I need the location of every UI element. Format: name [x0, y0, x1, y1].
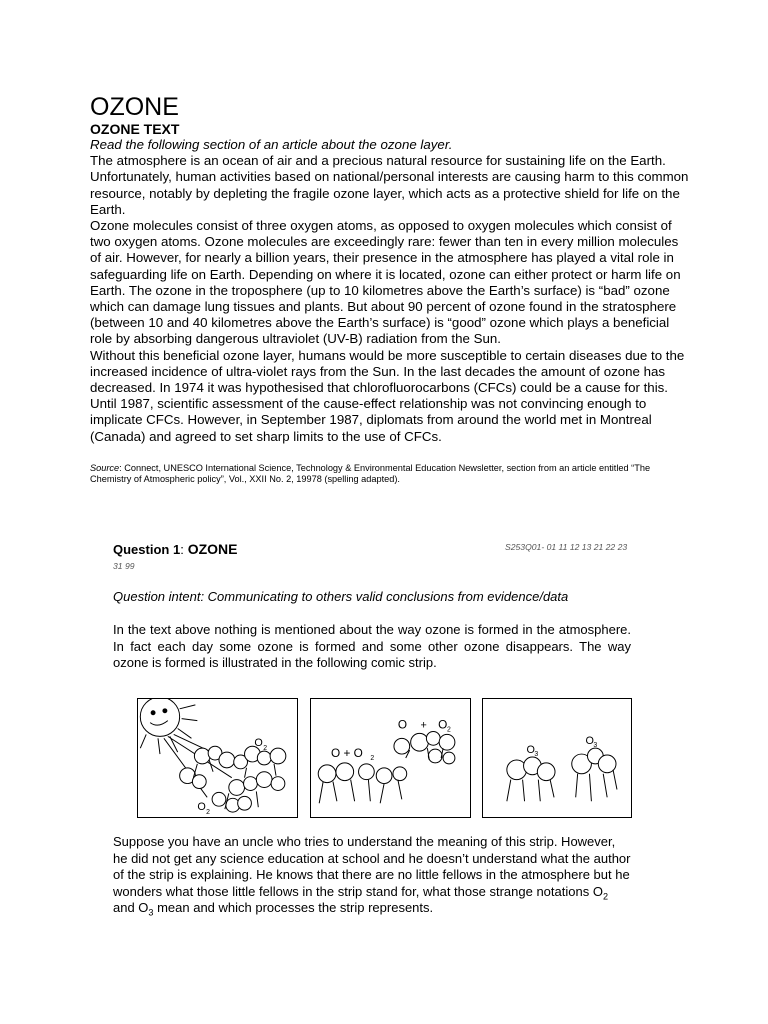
panel2-top-plus: +: [420, 719, 427, 732]
article-paragraph-3: Without this beneficial ozone layer, humans would be more susceptible to certain diseases due to the increased incidence of ultra-violet rays from the Sun. In the last decades the amount of ozone has decreased. In 1974 it was hypothesised that chlorofluorocarbons (CFCs) could be a cause for this. Until 1987, scientific assessment of the cause-effect relationship was not convincing enough to implicate CFCs. However, in September 1987, diplomats from around the world met in Montreal (Canada) and agreed to set sharp limits to the use of CFCs.: [90, 347, 685, 444]
molecule-figures: [180, 746, 286, 812]
comic-panel-3-drawing: [483, 699, 631, 817]
panel2-mid-label: O + O: [331, 746, 363, 761]
question-heading: [113, 540, 237, 559]
panel2-top-o: O: [397, 717, 408, 732]
panel3-left-label: O: [526, 744, 535, 757]
uncle-text-2: and O: [113, 900, 149, 915]
uncle-o2-sub: 2: [602, 891, 608, 902]
comic-panel-1: [137, 698, 298, 818]
section-subtitle: OZONE TEXT: [90, 121, 180, 137]
question-label: Question 1: [113, 542, 181, 557]
source-label: Source: [90, 463, 120, 473]
uncle-paragraph: [113, 834, 633, 917]
question-codes-continued: 31 99: [113, 561, 135, 571]
question-text: In the text above nothing is mentioned about the way ozone is formed in the atmosphere. In fact each day some ozone is formed and some other ozone disappears. The way ozone is formed is illustrated in the following comic strip.: [113, 622, 631, 670]
uncle-o3-sub: 3: [148, 907, 154, 918]
article-intro: Read the following section of an article about the ozone layer.: [90, 137, 453, 152]
page-title: OZONE: [90, 93, 179, 121]
panel3-left-sub: 3: [534, 751, 539, 759]
panel2-mid-sub: 2: [370, 754, 375, 762]
panel3-right-sub: 3: [593, 742, 598, 750]
panel1-label-a: O: [254, 737, 263, 750]
question-intent: Question intent: Communicating to others valid conclusions from evidence/data: [113, 589, 569, 604]
panel1-label-b: O: [197, 801, 206, 814]
comic-panel-2: [310, 698, 471, 818]
article-paragraph-1: The atmosphere is an ocean of air and a precious natural resource for sustaining life on the Earth. Unfortunately, human activities based on national/personal interests are causing harm to this common resource, notably by depleting the fragile ozone layer, which acts as a protective shield for life on the Earth.: [90, 153, 689, 217]
comic-panel-1-drawing: [138, 699, 297, 817]
question-codes: S253Q01- 01 11 12 13 21 22 23: [505, 542, 628, 552]
comic-panel-3: [482, 698, 632, 818]
panel1-label-b-sub: 2: [206, 809, 211, 817]
panel2-top-o2-sub: 2: [447, 726, 451, 734]
panel1-label-a-sub: 2: [263, 745, 268, 753]
uncle-text-1: Suppose you have an uncle who tries to understand the meaning of this strip. However, he did not get any science education at school and he doesn’t understand what the author of the strip is explaining. He knows that there are no little fellows in the atmosphere but he wonders what those little fellows in the strip stand for, what those strange notations O: [113, 834, 631, 899]
molecule-figures: [507, 748, 617, 801]
panel2-top-o2: O: [438, 717, 448, 732]
article-paragraph-2: Ozone molecules consist of three oxygen atoms, as opposed to oxygen molecules which consist of two oxygen atoms. Ozone molecules are exceedingly rare: fewer than ten in every million molecules of air. However, for nearly a billion years, their presence in the atmosphere has played a vital role in safeguarding life on Earth. Depending on where it is located, ozone can either protect or harm life on Earth. The ozone in the troposphere (up to 10 kilometres above the Earth’s surface) is “bad” ozone which can damage lung tissues and plants. But about 90 percent of ozone found in the stratosphere (between 10 and 40 kilometres above the Earth’s surface) is “good” ozone which plays a beneficial role by absorbing dangerous ultraviolet (UV-B) radiation from the Sun.: [90, 218, 681, 347]
article-text: [90, 137, 690, 445]
source-citation: [90, 463, 690, 485]
question-colon: :: [180, 542, 184, 557]
source-text: : Connect, UNESCO International Science, Technology & Environmental Education Newsletter, section from an article entitled “The Chemistry of Atmospheric policy”, Vol., XXII No. 2, 19978 (spelling adapted).: [90, 463, 651, 484]
question-name: OZONE: [183, 541, 238, 557]
molecule-figures: [318, 731, 455, 803]
uncle-text-3: mean and which processes the strip represents.: [153, 900, 434, 915]
comic-panel-2-drawing: [311, 699, 470, 817]
panel3-right-label: O: [585, 735, 594, 748]
